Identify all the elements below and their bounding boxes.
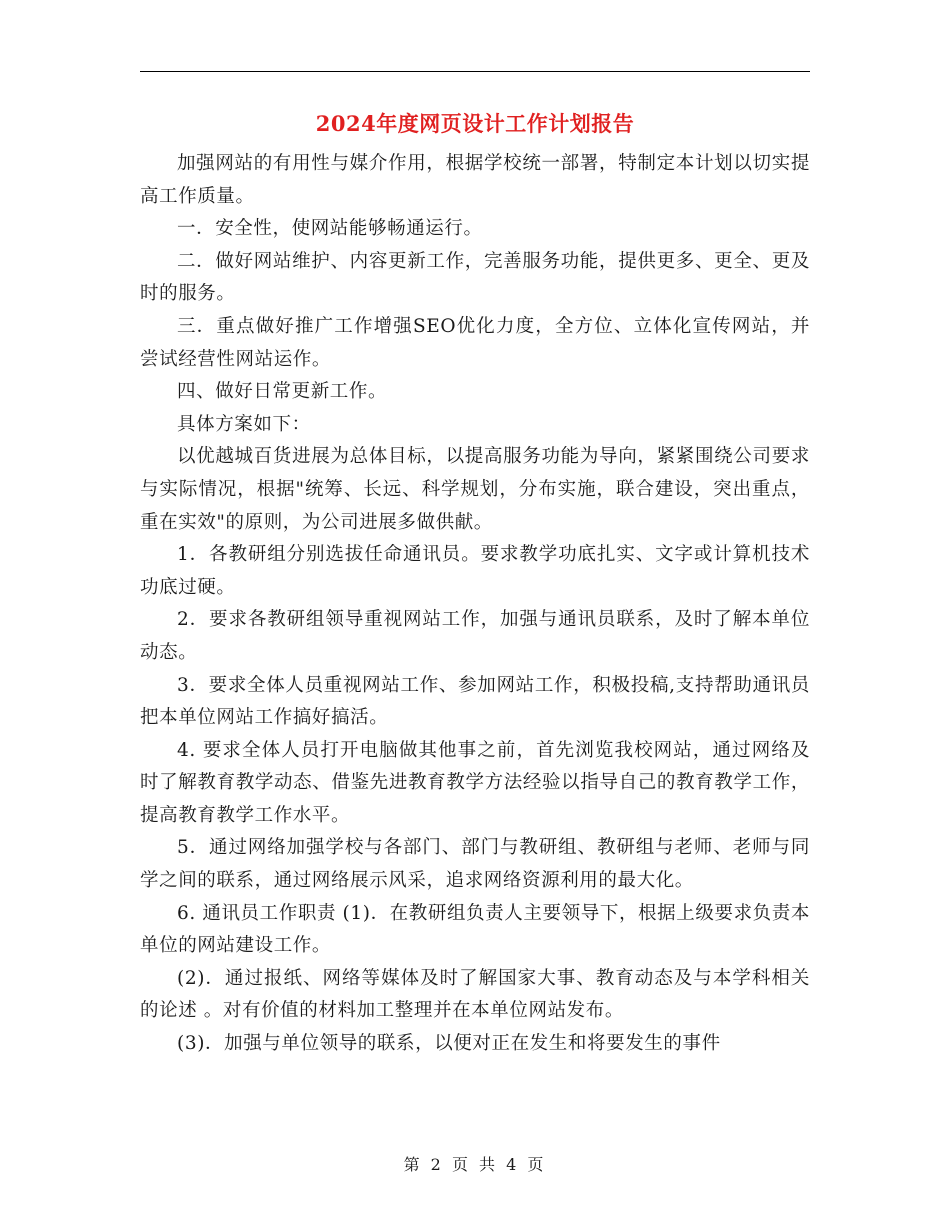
- paragraph: 三．重点做好推广工作增强SEO优化力度，全方位、立体化宣传网站，并尝试经营性网站运作。: [140, 315, 810, 370]
- paragraph: 加强网站的有用性与媒介作用，根据学校统一部署，特制定本计划以切实提高工作质量。: [140, 153, 810, 207]
- paragraph: 具体方案如下：: [177, 413, 311, 435]
- paragraph: 以优越城百货进展为总体目标，以提高服务功能为导向，紧紧围绕公司要求与实际情况，根据"统筹、长远、科学规划，分布实施，联合建设，突出重点，重在实效"的原则，为公司进展多做供献。: [140, 446, 810, 533]
- header-rule: [140, 71, 810, 72]
- document-body: [140, 148, 810, 1061]
- paragraph: 四、做好日常更新工作。: [177, 381, 388, 403]
- paragraph: 二．做好网站维护、内容更新工作，完善服务功能，提供更多、更全、更及时的服务。: [140, 250, 810, 305]
- paragraph: 1．各教研组分别选拔任命通讯员。要求教学功底扎实、文字或计算机技术功底过硬。: [140, 544, 810, 598]
- paragraph: (3)．加强与单位领导的联系，以便对正在发生和将要发生的事件: [177, 1033, 721, 1055]
- page-number-footer: 第 2 页 共 4 页: [403, 1155, 547, 1174]
- document-title: 2024年度网页设计工作计划报告: [315, 111, 635, 136]
- paragraph: (2)．通过报纸、网络等媒体及时了解国家大事、教育动态及与本学科相关的论述 。对有价值的材料加工整理并在本单位网站发布。: [140, 967, 810, 1022]
- paragraph: 2．要求各教研组领导重视网站工作，加强与通讯员联系，及时了解本单位动态。: [140, 609, 810, 663]
- paragraph: 6. 通讯员工作职责 (1)．在教研组负责人主要领导下，根据上级要求负责本单位的网站建设工作。: [140, 902, 810, 957]
- paragraph: 3．要求全体人员重视网站工作、参加网站工作，积极投稿,支持帮助通讯员把本单位网站工作搞好搞活。: [140, 674, 810, 729]
- paragraph: 一．安全性，使网站能够畅通运行。: [177, 218, 483, 240]
- paragraph: 4. 要求全体人员打开电脑做其他事之前，首先浏览我校网站，通过网络及时了解教育教学动态、借鉴先进教育教学方法经验以指导自己的教育教学工作，提高教育教学工作水平。: [140, 739, 810, 826]
- paragraph: 5．通过网络加强学校与各部门、部门与教研组、教研组与老师、老师与同学之间的联系，通过网络展示风采，追求网络资源利用的最大化。: [140, 837, 810, 892]
